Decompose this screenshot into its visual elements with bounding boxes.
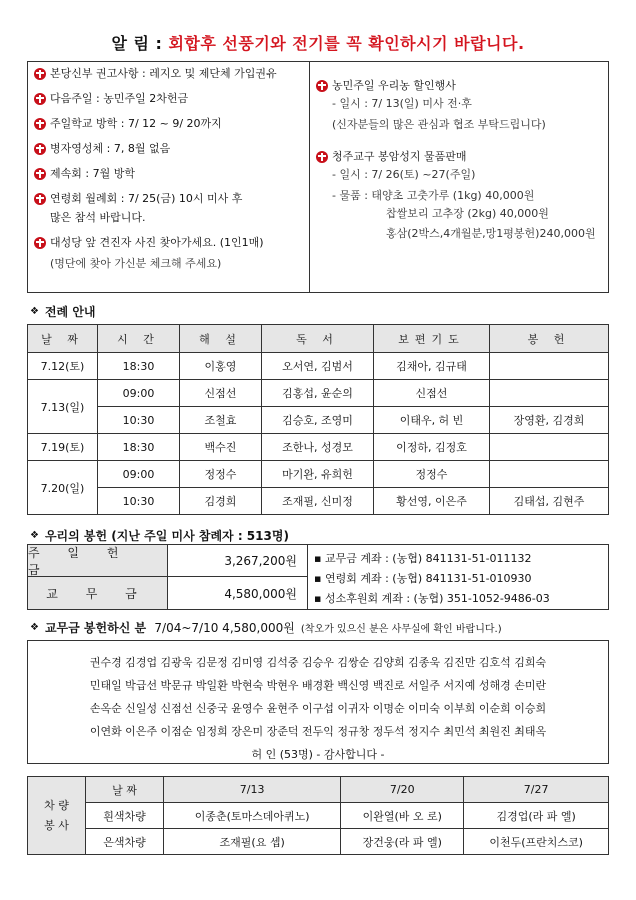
reading-cell: 조재필, 신미정 — [262, 488, 374, 515]
announcement-item — [316, 149, 602, 164]
donors-heading-text: 교무금 봉헌하신 분 — [44, 621, 147, 635]
announcement-right-column — [310, 62, 608, 292]
vehicle-service-label — [28, 777, 86, 855]
table-row — [28, 407, 609, 434]
cross-icon — [34, 193, 46, 205]
donor-line: 이연화 이은주 이점순 임정희 장은미 장준덕 전두익 정규창 정두석 정지수 최민석 최원진 최태옥 — [89, 725, 547, 738]
notice-title-text: 회합후 선풍기와 전기를 꼭 확인하시기 바랍니다. — [162, 34, 525, 53]
offering-box — [27, 544, 609, 610]
vehicle-service-table — [27, 776, 609, 855]
donors-period: 7/04~7/10 4,580,000원 — [154, 621, 295, 635]
announcement-text: 연령회 월례회 : 7/ 25(금) 10시 미사 후 — [50, 192, 243, 205]
table-row — [28, 434, 609, 461]
donor-line: 허 인 (53명) - 감사합니다 - — [251, 748, 385, 761]
vehicle-service-label-line: 봉 사 — [44, 818, 69, 832]
column-header: 시 간 — [98, 325, 180, 353]
column-header: 7/27 — [464, 777, 609, 803]
table-row — [28, 488, 609, 515]
account-line: ▪ 교무금 계좌 : (농협) 841131-51-011132 — [314, 552, 532, 565]
announcement-text: 제속회 : 7월 방학 — [50, 167, 135, 180]
announcement-text: 본당신부 권고사항 : 레지오 및 제단체 가입권유 — [50, 67, 277, 80]
date-cell: 7.13(일) — [28, 380, 98, 434]
reading-cell: 조한나, 성경모 — [262, 434, 374, 461]
announcement-item — [34, 116, 303, 131]
cross-icon — [34, 237, 46, 249]
announcement-item — [34, 91, 303, 106]
reading-cell: 오서연, 김범서 — [262, 353, 374, 380]
prayer-cell: 이태우, 허 빈 — [374, 407, 490, 434]
notice-title — [0, 31, 636, 54]
liturgy-table — [27, 324, 609, 515]
sunday-offering-label: 주 일 헌 금 — [28, 545, 168, 577]
offering-amounts — [168, 545, 308, 609]
cross-icon — [316, 151, 328, 163]
time-cell: 10:30 — [98, 488, 180, 515]
offering-cell — [490, 380, 609, 407]
diamond-bullet-icon: ❖ — [30, 530, 39, 541]
commentator-cell: 정정수 — [180, 461, 262, 488]
announcement-detail: - 물품 : 태양초 고춧가루 (1kg) 40,000원 — [332, 189, 535, 202]
cross-icon — [316, 80, 328, 92]
notice-title-lead: 알 림 : — [111, 34, 163, 53]
diamond-bullet-icon: ❖ — [30, 306, 39, 317]
table-header-row — [28, 325, 609, 353]
cross-icon — [34, 68, 46, 80]
donors-heading — [30, 619, 502, 636]
cross-icon — [34, 93, 46, 105]
vehicle-type-cell: 흰색차량 — [86, 803, 164, 829]
cross-icon — [34, 168, 46, 180]
offering-heading — [30, 527, 289, 544]
offering-note: (지난 주일 미사 참례자 : 513명) — [111, 529, 289, 543]
reading-cell: 마기완, 유희헌 — [262, 461, 374, 488]
column-header: 7/20 — [341, 777, 464, 803]
table-row — [28, 803, 609, 829]
offering-cell — [490, 461, 609, 488]
time-cell: 18:30 — [98, 353, 180, 380]
driver-cell: 장건웅(라 파 엘) — [341, 829, 464, 855]
donors-note: (착오가 있으신 분은 사무실에 확인 바랍니다.) — [300, 624, 502, 635]
offering-cell — [490, 353, 609, 380]
account-list — [308, 545, 608, 609]
prayer-cell: 정정수 — [374, 461, 490, 488]
announcement-text: 대성당 앞 견진자 사진 찾아가세요. (1인1매) — [50, 236, 264, 249]
commentator-cell: 조철효 — [180, 407, 262, 434]
offering-cell: 장영환, 김경희 — [490, 407, 609, 434]
liturgy-heading — [30, 303, 96, 320]
offering-cell: 김태섭, 김현주 — [490, 488, 609, 515]
cross-icon — [34, 143, 46, 155]
announcement-left-column — [28, 62, 310, 292]
announcement-subtext: (명단에 찾아 가신분 체크해 주세요) — [50, 257, 222, 270]
prayer-cell: 이정하, 김정호 — [374, 434, 490, 461]
commentator-cell: 이홍영 — [180, 353, 262, 380]
announcement-text: 병자영성체 : 7, 8월 없음 — [50, 142, 171, 155]
prayer-cell: 황선영, 이은주 — [374, 488, 490, 515]
reading-cell: 김승호, 조영미 — [262, 407, 374, 434]
duty-offering-label: 교 무 금 — [28, 577, 168, 609]
date-cell: 7.12(토) — [28, 353, 98, 380]
announcement-detail: - 일시 : 7/ 26(토) ~27(주일) — [332, 168, 476, 181]
driver-cell: 이완열(바 오 로) — [341, 803, 464, 829]
account-line: ▪ 성소후원회 계좌 : (농협) 351-1052-9486-03 — [314, 592, 550, 605]
announcement-detail: 찹쌀보리 고추장 (2kg) 40,000원 — [386, 207, 549, 220]
announcement-detail: 홍삼(2박스,4개월분,망1평봉헌)240,000원 — [386, 227, 596, 240]
commentator-cell: 김경희 — [180, 488, 262, 515]
announcement-item — [316, 78, 602, 93]
vehicle-type-cell: 은색차량 — [86, 829, 164, 855]
table-row — [28, 461, 609, 488]
time-cell: 09:00 — [98, 461, 180, 488]
column-header: 날 짜 — [86, 777, 164, 803]
column-header: 7/13 — [164, 777, 341, 803]
table-header-row — [28, 777, 609, 803]
announcement-item — [34, 66, 303, 81]
duty-offering-amount: 4,580,000원 — [168, 577, 308, 609]
date-cell: 7.20(일) — [28, 461, 98, 515]
time-cell: 09:00 — [98, 380, 180, 407]
announcement-text: 청주교구 봉암성지 물품판매 — [332, 150, 467, 163]
column-header: 날 짜 — [28, 325, 98, 353]
offering-labels — [28, 545, 168, 609]
donors-box — [27, 640, 609, 764]
announcement-item — [34, 141, 303, 156]
column-header: 독 서 — [262, 325, 374, 353]
time-cell: 18:30 — [98, 434, 180, 461]
reading-cell: 김홍섭, 윤순의 — [262, 380, 374, 407]
announcement-text: 주일학교 방학 : 7/ 12 ~ 9/ 20까지 — [50, 117, 222, 130]
announcement-box — [27, 61, 609, 293]
column-header: 봉 헌 — [490, 325, 609, 353]
announcement-detail: - 일시 : 7/ 13(일) 미사 전·후 — [332, 97, 472, 110]
announcement-item — [34, 235, 303, 271]
driver-cell: 이종춘(토마스데아퀴노) — [164, 803, 341, 829]
column-header: 해 설 — [180, 325, 262, 353]
announcement-text: 다음주일 : 농민주일 2차헌금 — [50, 92, 189, 105]
announcement-item — [34, 191, 303, 225]
cross-icon — [34, 118, 46, 130]
offering-cell — [490, 434, 609, 461]
table-row — [28, 829, 609, 855]
prayer-cell: 신점선 — [374, 380, 490, 407]
account-line: ▪ 연령회 계좌 : (농협) 841131-51-010930 — [314, 572, 532, 585]
announcement-subtext: 많은 참석 바랍니다. — [50, 211, 146, 224]
announcement-text: 농민주일 우리농 할인행사 — [332, 79, 456, 92]
date-cell: 7.19(토) — [28, 434, 98, 461]
commentator-cell: 백수진 — [180, 434, 262, 461]
commentator-cell: 신점선 — [180, 380, 262, 407]
driver-cell: 조재필(요 셉) — [164, 829, 341, 855]
driver-cell: 김경업(라 파 엘) — [464, 803, 609, 829]
vehicle-service-label-line: 차 량 — [44, 798, 69, 812]
driver-cell: 이천두(프란치스코) — [464, 829, 609, 855]
announcement-item — [34, 166, 303, 181]
table-row — [28, 380, 609, 407]
donor-line: 민태일 박급선 박문규 박일환 박현숙 박현우 배경환 백신영 백진로 서일주 서지예 성해경 손미란 — [89, 679, 547, 692]
sunday-offering-amount: 3,267,200원 — [168, 545, 308, 577]
liturgy-heading-text: 전례 안내 — [44, 305, 96, 319]
donor-line: 권수경 김경업 김광욱 김문정 김미영 김석중 김승우 김쌍순 김양희 김종욱 김진만 김호석 김희숙 — [89, 656, 547, 669]
diamond-bullet-icon: ❖ — [30, 622, 39, 633]
offering-heading-text: 우리의 봉헌 — [44, 529, 108, 543]
announcement-detail: (신자분들의 많은 관심과 협조 부탁드립니다) — [332, 118, 546, 131]
column-header: 보편기도 — [374, 325, 490, 353]
table-row — [28, 353, 609, 380]
donor-line: 손옥순 신일성 신점선 신중국 윤영수 윤현주 이구섭 이귀자 이명순 이미숙 이부희 이순희 이승희 — [89, 702, 547, 715]
prayer-cell: 김채아, 김규태 — [374, 353, 490, 380]
time-cell: 10:30 — [98, 407, 180, 434]
